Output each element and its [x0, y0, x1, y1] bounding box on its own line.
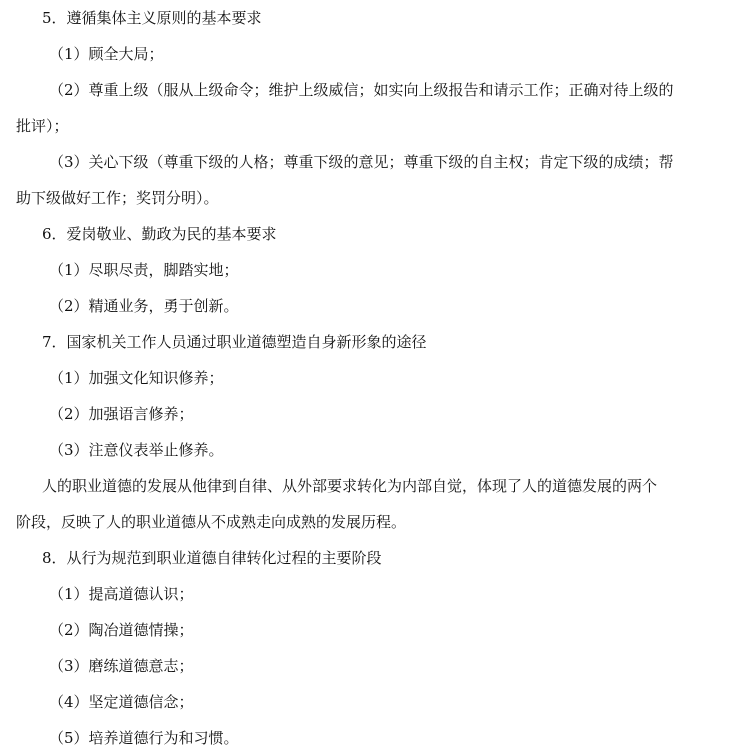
- section-5-item-3-line-2: 助下级做好工作；奖罚分明）。: [16, 189, 219, 207]
- section-5-item-1: （1）顾全大局；: [49, 45, 164, 63]
- section-5-heading: 5．遵循集体主义原则的基本要求: [42, 9, 262, 27]
- section-5-item-2-line-1: （2）尊重上级（服从上级命令；维护上级威信；如实向上级报告和请示工作；正确对待上级的: [49, 81, 674, 99]
- section-7-item-1: （1）加强文化知识修养；: [49, 369, 224, 387]
- section-8-heading: 8．从行为规范到职业道德自律转化过程的主要阶段: [42, 549, 382, 567]
- section-7-item-2: （2）加强语言修养；: [49, 405, 194, 423]
- section-8-item-3: （3）磨练道德意志；: [49, 657, 194, 675]
- section-6-heading: 6．爱岗敬业、勤政为民的基本要求: [42, 225, 277, 243]
- section-8-item-2: （2）陶冶道德情操；: [49, 621, 194, 639]
- development-paragraph-line-1: 人的职业道德的发展从他律到自律、从外部要求转化为内部自觉，体现了人的道德发展的两个: [42, 477, 658, 495]
- section-8-item-5: （5）培养道德行为和习惯。: [49, 729, 239, 747]
- section-5-item-3-line-1: （3）关心下级（尊重下级的人格；尊重下级的意见；尊重下级的自主权；肯定下级的成绩；帮: [49, 153, 674, 171]
- section-8-item-1: （1）提高道德认识；: [49, 585, 194, 603]
- section-7-heading: 7．国家机关工作人员通过职业道德塑造自身新形象的途径: [42, 333, 427, 351]
- section-6-item-2: （2）精通业务，勇于创新。: [49, 297, 239, 315]
- development-paragraph-line-2: 阶段，反映了人的职业道德从不成熟走向成熟的发展历程。: [16, 513, 407, 531]
- section-6-item-1: （1）尽职尽责，脚踏实地；: [49, 261, 239, 279]
- section-5-item-2-line-2: 批评）；: [16, 117, 69, 135]
- section-8-item-4: （4）坚定道德信念；: [49, 693, 194, 711]
- section-7-item-3: （3）注意仪表举止修养。: [49, 441, 224, 459]
